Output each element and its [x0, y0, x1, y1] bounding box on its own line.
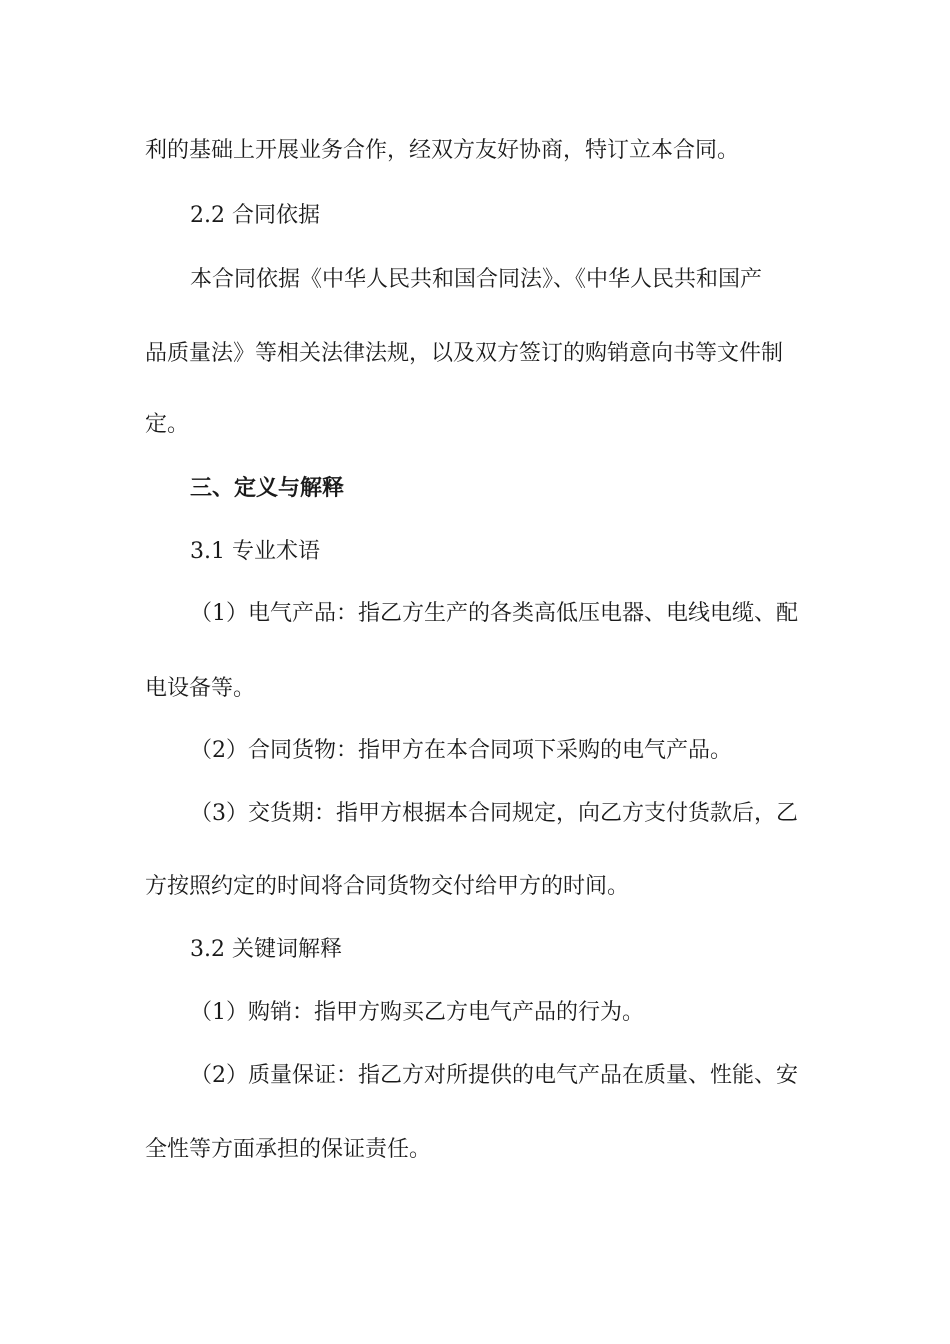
- chapter-heading-definitions: 三、定义与解释: [190, 475, 345, 501]
- section-heading-3-2: 3.2 关键词解释: [190, 937, 342, 962]
- contract-basis-line-2: 品质量法》等相关法律法规，以及双方签订的购销意向书等文件制: [145, 341, 784, 366]
- term-quality-guarantee-line-2: 全性等方面承担的保证责任。: [145, 1137, 432, 1162]
- term-purchase-sale: （1）购销：指甲方购买乙方电气产品的行为。: [190, 1000, 644, 1025]
- term-electrical-products-line-1: （1）电气产品：指乙方生产的各类高低压电器、电线电缆、配: [190, 601, 798, 626]
- contract-basis-line-3: 定。: [145, 412, 190, 437]
- term-electrical-products-line-2: 电设备等。: [145, 676, 256, 701]
- term-quality-guarantee-line-1: （2）质量保证：指乙方对所提供的电气产品在质量、性能、安: [190, 1063, 798, 1088]
- term-delivery-period-line-1: （3）交货期：指甲方根据本合同规定，向乙方支付货款后，乙: [190, 801, 798, 826]
- term-delivery-period-line-2: 方按照约定的时间将合同货物交付给甲方的时间。: [145, 874, 630, 899]
- section-heading-3-1: 3.1 专业术语: [190, 539, 320, 564]
- section-heading-2-2: 2.2 合同依据: [190, 203, 320, 228]
- contract-basis-line-1: 本合同依据《中华人民共和国合同法》、《中华人民共和国产: [190, 267, 763, 292]
- paragraph-continuation-line: 利的基础上开展业务合作，经双方友好协商，特订立本合同。: [145, 138, 740, 163]
- term-contract-goods: （2）合同货物：指甲方在本合同项下采购的电气产品。: [190, 738, 732, 763]
